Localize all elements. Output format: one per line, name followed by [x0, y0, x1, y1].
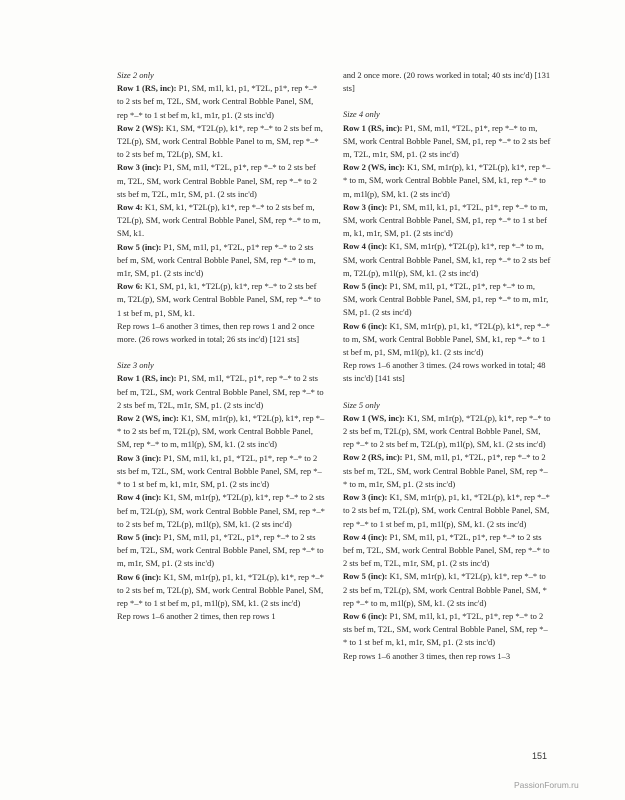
row-text: P1, SM, m1l, k1, p1, *T2L, p1*, rep *–* to m, SM, work Central Bobble Panel, SM, p1, rep *–* to 1 st bef m, k1, m1r, SM, p1. (2 sts inc'd) — [343, 201, 548, 239]
row-text: P1, SM, m1l, p1, *T2L, p1*, rep *–* to 2 sts bef m, T2L, SM, work Central Bobble Panel, SM, rep *–* to m, m1r, SM, p1. (2 sts inc'd) — [117, 531, 324, 569]
pattern-row — [117, 161, 325, 201]
row-label: Row 1 (RS, inc): — [117, 373, 177, 384]
pattern-row — [117, 280, 325, 320]
row-label: Row 3 (inc): — [117, 162, 162, 173]
row-text: P1, SM, m1l, k1, p1, *T2L, p1*, rep *–* to 2 sts bef m, T2L, SM, work Central Bobble Panel, SM, rep *–* to 1 st bef m, k1, m1r, SM, p1. (2 sts inc'd) — [343, 610, 548, 648]
row-text: P1, SM, m1l, *T2L, p1*, rep *–* to 2 sts bef m, T2L, SM, work Central Bobble Panel, SM, rep *–* to 2 sts bef m, T2L, m1r, SM, p1. (2 sts inc'd) — [117, 162, 318, 199]
pattern-row — [343, 570, 551, 610]
row-text: K1, SM, m1r(p), p1, k1, *T2L(p), k1*, rep *–* to 2 sts bef m, T2L(p), SM, work Central Bobble Panel, SM, rep *–* to 1 st bef m, p1, m1l(p), SM, k1. (2 sts inc'd) — [343, 492, 550, 529]
row-text: K1, SM, m1r(p), *T2L(p), k1*, rep *–* to 2 sts bef m, T2L(p), SM, work Central Bobble Panel, SM, rep *–* to 2 sts bef m, T2L(p), m1l(p), SM, k1. (2 sts inc'd) — [117, 492, 325, 529]
row-text: K1, SM, m1r(p), p1, k1, *T2L(p), k1*, rep *–* to m, SM, work Central Bobble Panel, SM, k1, rep *–* to 1 st bef m, p1, SM, m1l(p), k1. (2 sts inc'd) — [343, 320, 550, 358]
row-label: Row 5 (inc): — [117, 241, 162, 252]
size-4-title: Size 4 only — [343, 109, 380, 120]
page-number: 151 — [532, 751, 548, 761]
left-column — [117, 69, 325, 623]
row-text: K1, SM, m1r(p), k1, *T2L(p), k1*, rep *–* to 2 sts bef m, T2L(p), SM, work Central Bobble Panel, SM, rep *–* to m, m1l(p), SM, k1. (2 sts inc'd) — [117, 413, 325, 450]
row-label: Row 2 (WS): — [117, 122, 164, 133]
pattern-row — [343, 280, 551, 320]
row-text: P1, SM, m1l, p1, *T2L, p1*, rep *–* to m, SM, work Central Bobble Panel, SM, p1, rep *–* to m, m1r, SM, p1. (2 sts inc'd) — [343, 281, 549, 318]
size-2-rows — [117, 82, 325, 320]
watermark: PassionForum.ru — [514, 780, 579, 790]
row-text: P1, SM, m1l, *T2L, p1*, rep *–* to m, SM, work Central Bobble Panel, SM, p1, rep *–* to 2 sts bef m, T2L, m1r, SM, p1. (2 sts inc'd) — [343, 122, 551, 160]
row-label: Row 5 (inc): — [343, 571, 388, 582]
row-label: Row 2 (WS, inc): — [117, 413, 179, 424]
row-label: Row 3 (inc): — [343, 492, 388, 503]
row-label: Row 5 (inc): — [117, 531, 162, 542]
row-label: Row 3 (inc): — [117, 452, 162, 463]
pattern-row — [343, 161, 551, 201]
row-label: Row 6 (inc): — [343, 610, 388, 621]
row-text: K1, SM, m1r(p), *T2L(p), k1*, rep *–* to 2 sts bef m, T2L(p), SM, work Central Bobble Panel, SM, rep *–* to 2 sts bef m, T2L(p), m1l(p), SM, k1. (2 sts inc'd) — [343, 412, 551, 450]
pattern-row — [117, 372, 325, 412]
size-3-closing: Rep rows 1–6 another 2 times, then rep rows 1 — [117, 611, 276, 622]
pattern-row — [117, 571, 325, 611]
row-label: Row 6 (inc): — [343, 320, 388, 331]
row-label: Row 1 (RS, inc): — [117, 83, 177, 94]
row-text: P1, SM, m1l, *T2L, p1*, rep *–* to 2 sts bef m, T2L, SM, work Central Bobble Panel, SM, rep *–* to 2 sts bef m, T2L, m1r, SM, p1. (2 sts inc'd) — [117, 373, 324, 410]
row-text: K1, SM, m1r(p), k1, *T2L(p), k1*, rep *–* to 2 sts bef m, T2L(p), SM, work Central Bobble Panel, SM, * rep *–* to m, m1l(p), SM, k1. (2 sts inc'd) — [343, 571, 547, 608]
size-4-closing: Rep rows 1–6 another 3 times. (24 rows worked in total; 48 sts inc'd) [141 sts] — [343, 360, 546, 384]
size-3-title: Size 3 only — [117, 360, 154, 371]
pattern-row — [117, 491, 325, 531]
row-text: K1, SM, m1r(p), k1, *T2L(p), k1*, rep *–* to m, SM, work Central Bobble Panel, SM, k1, rep *–* to m, m1l(p), SM, k1. (2 sts inc'd) — [343, 162, 551, 199]
row-text: P1, SM, m1l, k1, p1, *T2L, p1*, rep *–* to 2 sts bef m, T2L, SM, work Central Bobble Panel, SM, rep *–* to 1 st bef m, k1, m1r, p1. (2 sts inc'd) — [117, 83, 318, 120]
size-3-rows — [117, 372, 325, 610]
size-5-rows — [343, 412, 551, 650]
row-text: K1, SM, p1, k1, *T2L(p), k1*, rep *–* to 2 sts bef m, T2L(p), SM, work Central Bobble Panel, SM, rep *–* to 1 st bef m, p1, SM, k1. — [117, 281, 321, 318]
pattern-row — [343, 531, 551, 571]
row-text: K1, SM, k1, *T2L(p), k1*, rep *–* to 2 sts bef m, T2L(p), SM, work Central Bobble Panel, SM, rep *–* to m, SM, k1. — [117, 202, 321, 239]
pattern-row — [117, 201, 325, 241]
size-3-continuation: and 2 once more. (20 rows worked in total; 40 sts inc'd) [131 sts] — [343, 70, 551, 94]
size-2-closing: Rep rows 1–6 another 3 times, then rep rows 1 and 2 once more. (26 rows worked in total; 26 sts inc'd) [121 sts] — [117, 320, 315, 345]
row-label: Row 6 (inc): — [117, 571, 162, 582]
row-label: Row 4 (inc): — [117, 492, 162, 503]
right-column — [343, 69, 551, 663]
pattern-row — [343, 201, 551, 241]
row-text: K1, SM, *T2L(p), k1*, rep *–* to 2 sts bef m, T2L(p), SM, work Central Bobble Panel to m, SM, rep *–* to 2 sts bef m, T2L(p), SM, k1. — [117, 122, 323, 160]
pattern-row — [343, 320, 551, 360]
row-label: Row 1 (WS, inc): — [343, 412, 405, 423]
pattern-row — [117, 82, 325, 122]
pattern-row — [343, 412, 551, 452]
pattern-row — [117, 241, 325, 281]
pattern-row — [343, 491, 551, 531]
row-label: Row 4 (inc): — [343, 241, 388, 252]
row-text: P1, SM, m1l, k1, p1, *T2L, p1*, rep *–* to 2 sts bef m, T2L, SM, work Central Bobble Panel, SM, rep *–* to 1 st bef m, k1, m1r, SM, p1. (2 sts inc'd) — [117, 452, 322, 490]
row-label: Row 3 (inc): — [343, 201, 388, 212]
pattern-row — [117, 412, 325, 452]
row-text: K1, SM, m1r(p), *T2L(p), k1*, rep *–* to m, SM, work Central Bobble Panel, SM, k1, rep *–* to 2 sts bef m, T2L(p), m1l(p), SM, k1. (2 sts inc'd) — [343, 241, 551, 278]
pattern-row — [343, 610, 551, 650]
row-label: Row 4 (inc): — [343, 531, 388, 542]
row-text: P1, SM, m1l, p1, *T2L, p1*, rep *–* to 2 sts bef m, T2L, SM, work Central Bobble Panel, SM, rep *–* to 2 sts bef m, T2L, m1r, SM, p1. (2 sts inc'd) — [343, 531, 550, 569]
row-text: P1, SM, m1l, p1, *T2L, p1*, rep *–* to 2 sts bef m, T2L, SM, work Central Bobble Panel, SM, rep *–* to m, m1r, SM, p1. (2 sts inc'd) — [343, 452, 548, 489]
pattern-row — [117, 452, 325, 492]
row-text: P1, SM, m1l, p1, *T2L, p1* rep *–* to 2 sts bef m, SM, work Central Bobble Panel, SM, rep *–* to m, m1r, SM, p1. (2 sts inc'd) — [117, 241, 316, 279]
row-label: Row 4: — [117, 202, 143, 213]
row-label: Row 2 (WS, inc): — [343, 162, 405, 173]
pattern-row — [117, 122, 325, 162]
size-2-title: Size 2 only — [117, 70, 154, 80]
size-4-rows — [343, 122, 551, 360]
row-label: Row 1 (RS, inc): — [343, 122, 403, 133]
pattern-row — [343, 240, 551, 280]
size-5-closing: Rep rows 1–6 another 3 times, then rep rows 1–3 — [343, 650, 511, 661]
row-text: K1, SM, m1r(p), p1, k1, *T2L(p), k1*, rep *–* to 2 sts bef m, T2L(p), SM, work Central Bobble Panel, SM, rep *–* to 1 st bef m, p1, m1l(p), SM, k1. (2 sts inc'd) — [117, 571, 324, 608]
row-label: Row 6: — [117, 281, 143, 292]
row-label: Row 2 (RS, inc): — [343, 452, 403, 463]
size-5-title: Size 5 only — [343, 399, 380, 410]
pattern-row — [117, 531, 325, 571]
pattern-row — [343, 451, 551, 491]
row-label: Row 5 (inc): — [343, 281, 388, 292]
pattern-row — [343, 122, 551, 162]
